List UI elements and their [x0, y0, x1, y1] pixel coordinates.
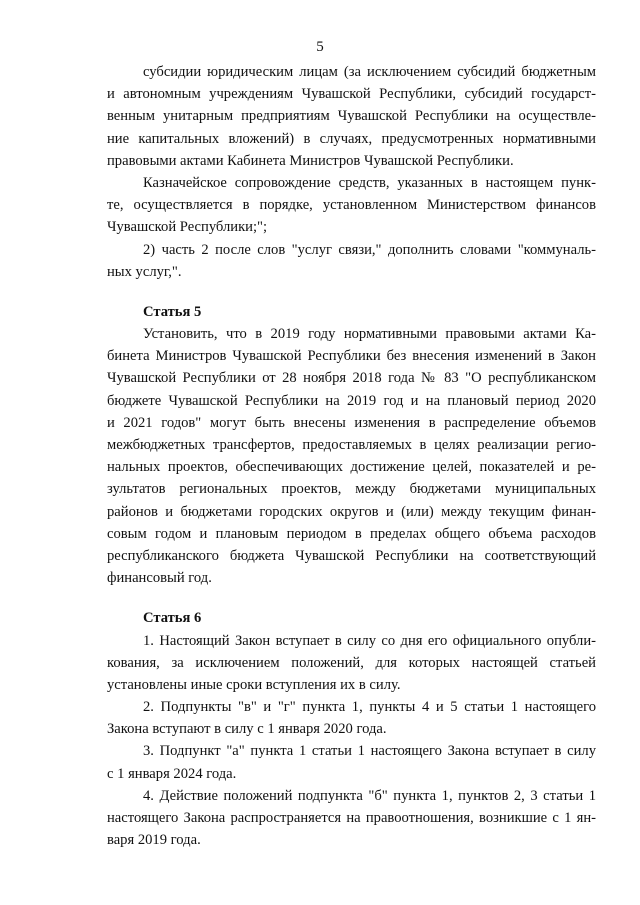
text-line: правовыми актами Кабинета Министров Чувашской Республики. — [107, 152, 514, 169]
paragraph — [107, 239, 596, 283]
text-line: субсидии юридическим лицам (за исключением субсидий бюджетным — [143, 64, 596, 80]
page-number: 5 — [316, 39, 324, 55]
text-line: Казначейское сопровождение средств, указанных в настоящем пунк- — [143, 174, 596, 191]
text-line: зультатов региональных проектов, между бюджетами муниципальных — [107, 481, 596, 498]
text-line: кования, за исключением положений, для которых настоящей статьей — [107, 654, 596, 671]
text-line: Чувашской Республики от 28 ноября 2018 года № 83 "О республиканском — [107, 370, 596, 387]
text-line: Чувашской Республики;"; — [107, 219, 268, 236]
paragraph — [107, 630, 596, 697]
text-line: республиканского бюджета Чувашской Республики на соответствующий — [107, 547, 596, 564]
text-line: и 2021 годов" могут быть внесены изменения в распределение объемов — [107, 414, 596, 431]
text-line: венным унитарным предприятиям Чувашской Республики на осуществле- — [107, 108, 596, 125]
article-heading: Статья 5 — [143, 303, 202, 320]
paragraph — [107, 785, 596, 852]
document-body — [107, 61, 596, 851]
text-line: бинета Министров Чувашской Республики без внесения изменений в Закон — [107, 348, 596, 365]
section-spacer — [107, 283, 596, 301]
text-line: установлены иные сроки вступления их в силу. — [107, 676, 401, 693]
paragraph — [107, 696, 596, 740]
text-line: бюджете Чувашской Республики на 2019 год и на плановый период 2020 — [107, 392, 596, 409]
text-line: финансовый год. — [107, 570, 212, 587]
text-line: 1. Настоящий Закон вступает в силу со дня его официального опубли- — [143, 632, 596, 649]
text-line: ных услуг,". — [107, 263, 182, 280]
text-line: 2) часть 2 после слов "услуг связи," дополнить словами "коммуналь- — [143, 241, 596, 258]
text-line: ние капитальных вложений) в случаях, предусмотренных нормативными — [107, 130, 596, 147]
text-line: Установить, что в 2019 году нормативными правовыми актами Ка- — [143, 326, 596, 343]
text-line: совым годом и плановым периодом в пределах общего объема расходов — [107, 525, 596, 542]
text-line: 3. Подпункт "а" пункта 1 статьи 1 настоящего Закона вступает в силу — [143, 743, 596, 760]
paragraph — [107, 323, 596, 589]
text-line: 4. Действие положений подпункта "б" пункта 1, пунктов 2, 3 статьи 1 — [143, 787, 596, 804]
text-line: с 1 января 2024 года. — [107, 765, 237, 782]
paragraph — [107, 61, 596, 172]
paragraph — [107, 740, 596, 784]
text-line: нальных проектов, обеспечивающих достижение целей, показателей и ре- — [107, 459, 596, 476]
section-spacer — [107, 589, 596, 607]
text-line: Закона вступают в силу с 1 января 2020 года. — [107, 721, 387, 738]
text-line: и автономным учреждениям Чувашской Республики, субсидий государст- — [107, 86, 596, 103]
text-line: районов и бюджетами городских округов и (или) между текущим финан- — [107, 503, 596, 520]
text-line: настоящего Закона распространяется на правоотношения, возникшие с 1 ян- — [107, 810, 596, 826]
text-line: те, осуществляется в порядке, установленном Министерством финансов — [107, 197, 596, 214]
paragraph — [107, 172, 596, 239]
article-heading: Статья 6 — [143, 610, 202, 627]
text-line: межбюджетных трансфертов, предоставляемых в целях реализации регио- — [107, 437, 596, 453]
text-line: варя 2019 года. — [107, 832, 201, 849]
text-line: 2. Подпункты "в" и "г" пункта 1, пункты 4 и 5 статьи 1 настоящего — [143, 699, 596, 716]
